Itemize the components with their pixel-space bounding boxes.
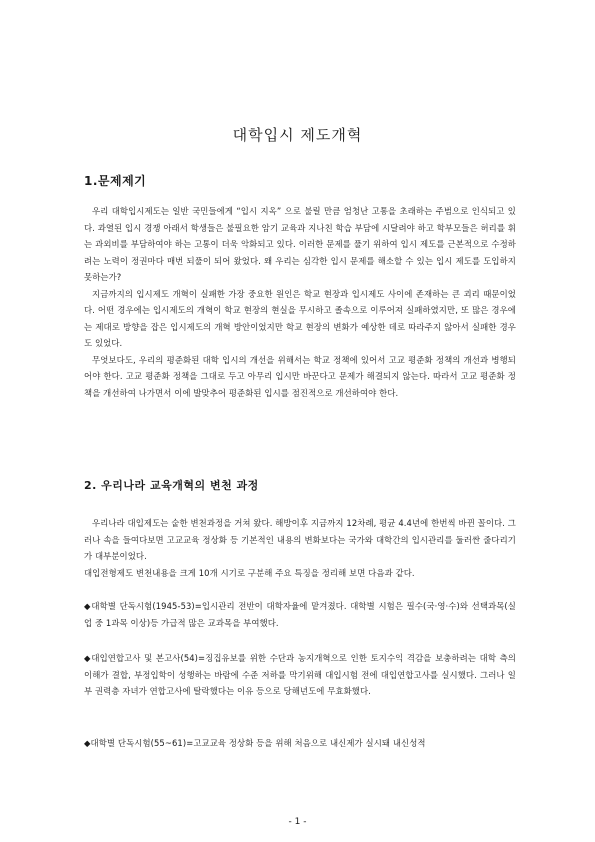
paragraph: ◆대학별 단독시험(1945-53)=입시관리 전반이 대학자율에 맡겨졌다. 대학별 시험은 필수(국·영·수)와 선택과목(실업 중 1과목 이상)등 가급적 많은 교과목을 부여했다. (84, 601, 516, 628)
section-1-body (84, 203, 516, 401)
paragraph: 우리나라 대입제도는 숱한 변천과정을 거쳐 왔다. 해방이후 지금까지 12차례, 평균 4.4년에 한번씩 바뀐 꼴이다. 그러나 속을 들여다보면 고교교육 정상화 등 기본적인 내용의 변화보다는 국가와 대학간의 입시관리를 둘러싼 줄다리기가 대부분이었다. (84, 518, 516, 561)
paragraph: 대입전형제도 변천내용을 크게 10개 시기로 구분해 주요 특징을 정리해 보면 다음과 같다. (84, 567, 415, 578)
section-2-heading: 2. 우리나라 교육개혁의 변천 과정 (84, 479, 259, 492)
section-1-heading: 1.문제제기 (84, 174, 147, 188)
paragraph: ◆대학별 단독시험(55~61)=고교교육 정상화 등을 위해 처음으로 내신제가 실시돼 내신성적 (84, 738, 426, 748)
paragraph: 무엇보다도, 우리의 평준화된 대학 입시의 개선을 위해서는 학교 정책에 있어서 고교 평준화 정책의 개선과 병행되어야 한다. 고교 평준화 정책을 그대로 두고 아무리 입시만 바꾼다고 문제가 해결되지 않는다. 따라서 고교 평준화 정책을 개선하여 나가면서 이에 발맞추어 평준화된 입시를 점진적으로 개선하여야 한다. (84, 354, 516, 398)
section-2-intro (84, 515, 516, 581)
history-item (84, 735, 516, 752)
page-number: - 1 - (288, 817, 307, 827)
paragraph: 지금까지의 입시제도 개혁이 실패한 가장 중요한 원인은 학교 현장과 입시제도 사이에 존재하는 큰 괴리 때문이었다. 어떤 경우에는 입시제도의 개혁이 학교 현장의 현실을 무시하고 졸속으로 이루어져 실패하였지만, 또 많은 경우에는 제대로 방향을 잡은 입시제도의 개혁 방안이었지만 학교 현장의 변화가 예상한 데로 따라주지 않아서 실패한 경우도 있었다. (84, 288, 516, 348)
history-item (84, 598, 516, 631)
history-item (84, 650, 516, 700)
paragraph: ◆대입연합고사 및 본고사(54)=징집유보를 위한 수단과 농지개혁으로 인한 토지수익 격감을 보충하려는 대학 측의 이해가 결합, 부정입학이 성행하는 바람에 수준 저하를 막기위해 대입시험 전에 대입연합고사를 실시했다. 그러나 일부 권력층 자녀가 연합고사에 탈락했다는 이유 등으로 당해년도에 무효화했다. (84, 653, 516, 696)
page-title: 대학입시 제도개혁 (232, 126, 363, 144)
paragraph: 우리 대학입시제도는 일반 국민들에게 “입시 지옥” 으로 불릴 만큼 엄청난 고통을 초래하는 주범으로 인식되고 있다. 과열된 입시 경쟁 아래서 학생들은 불필요한 암기 교육과 지나친 학습 부담에 시달려야 하고 학부모들은 허리를 휘는 과외비를 부담하여야 하는 고통이 더욱 악화되고 있다. 이러한 문제를 풀기 위하여 입시 제도를 근본적으로 수정하려는 노력이 정권마다 매번 되풀이 되어 왔었다. 왜 우리는 심각한 입시 문제를 해소할 수 있는 입시 제도를 도입하지 못하는가? (84, 206, 516, 282)
